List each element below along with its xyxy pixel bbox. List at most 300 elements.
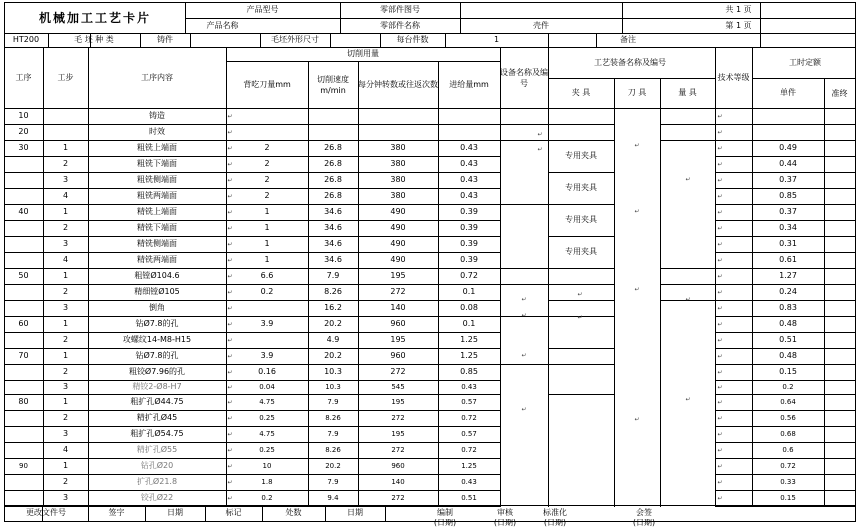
process-number [4, 156, 43, 172]
col-feed: 进给量mm [449, 80, 489, 89]
feed-rate: 0.72 [461, 445, 477, 454]
step-content: 粗铣下端面 [137, 159, 177, 168]
cell-mark: ↵ [227, 337, 233, 344]
step-number: 1 [62, 351, 69, 360]
cell-mark: ↵ [521, 296, 527, 303]
cell-mark: ↵ [717, 321, 723, 328]
step-content: 铸造 [149, 111, 165, 120]
cell-mark: ↵ [717, 257, 723, 264]
revolutions: 960 [390, 351, 406, 360]
rule-h [660, 108, 716, 109]
revolutions [358, 108, 438, 124]
cell-mark: ↵ [634, 286, 640, 293]
cell-mark: ↵ [577, 314, 583, 321]
depth-of-cut: 0.16 [258, 367, 276, 376]
blank-type-label: 毛 坯 种 类 [74, 35, 114, 44]
unit-time: 0.6 [782, 445, 794, 454]
revolutions: 490 [390, 239, 406, 248]
rule-h [500, 364, 549, 365]
revolutions: 195 [391, 397, 405, 406]
unit-time: 0.15 [779, 367, 797, 376]
part-name-value: 壳件 [533, 20, 549, 30]
cutting-speed: 34.6 [324, 223, 342, 232]
revolutions: 140 [390, 303, 406, 312]
cutting-speed: 8.26 [325, 445, 341, 454]
date-label: 日期 [167, 508, 183, 517]
step-content: 粗扩孔Ø44.75 [130, 397, 184, 406]
depth-of-cut [226, 300, 308, 316]
step-content: 精细镗Ø105 [134, 287, 180, 296]
rule-v [614, 108, 615, 507]
revolutions: 380 [390, 191, 406, 200]
process-number: 80 [18, 397, 29, 406]
process-number [4, 284, 43, 300]
process-number [4, 490, 43, 506]
cutting-speed: 34.6 [324, 239, 342, 248]
cell-mark: ↵ [577, 291, 583, 298]
unit-time: 1.27 [779, 271, 797, 280]
cutting-speed: 20.2 [325, 461, 341, 470]
step-number: 1 [62, 271, 69, 280]
rule-h [548, 348, 615, 349]
cutting-speed: 26.8 [324, 159, 342, 168]
cutting-speed: 34.6 [324, 255, 342, 264]
step-content: 精铣下端面 [137, 223, 177, 232]
unit-time: 0.37 [779, 207, 797, 216]
cutting-speed: 8.26 [325, 413, 341, 422]
process-number: 20 [18, 127, 29, 136]
revolutions: 545 [391, 382, 405, 391]
cell-mark: ↵ [227, 129, 233, 136]
step-number: 2 [62, 287, 69, 296]
unit-time [752, 108, 824, 124]
rule-h [500, 284, 549, 285]
step-content: 攻螺纹14-M8-H15 [122, 335, 192, 344]
cell-mark: ↵ [227, 289, 233, 296]
cell-mark: ↵ [717, 384, 723, 391]
step-number: 2 [62, 223, 69, 232]
depth-of-cut: 1.8 [261, 477, 273, 486]
feed-rate: 0.57 [461, 397, 477, 406]
per-unit-value: 1 [493, 35, 500, 44]
col-gauge: 量 具 [678, 88, 697, 97]
cutting-speed: 8.26 [324, 287, 342, 296]
rule-v [548, 33, 549, 48]
col-content: 工序内容 [141, 72, 173, 82]
unit-time: 0.37 [779, 175, 797, 184]
depth-of-cut: 2 [264, 175, 270, 184]
process-number [4, 300, 43, 316]
rule-h [500, 268, 549, 269]
cell-mark: ↵ [227, 479, 233, 486]
depth-of-cut: 0.25 [259, 413, 275, 422]
feed-rate: 1.25 [460, 335, 478, 344]
cutting-speed: 4.9 [326, 335, 340, 344]
process-number [4, 380, 43, 394]
standard-label: 标准化 [543, 508, 567, 517]
step-content: 扩孔Ø21.8 [136, 477, 178, 486]
depth-of-cut [226, 108, 308, 124]
col-speed: 切削速度 m/min [317, 74, 349, 95]
remarks-label: 备注 [620, 35, 636, 44]
cell-mark: ↵ [717, 209, 723, 216]
cell-mark: ↵ [717, 129, 723, 136]
cell-mark: ↵ [227, 384, 233, 391]
unit-time: 0.83 [779, 303, 797, 312]
cell-mark: ↵ [537, 131, 543, 138]
fixture-value: 专用夹具 [565, 183, 597, 192]
step-content: 粗镗Ø104.6 [134, 271, 180, 280]
cutting-speed: 26.8 [324, 175, 342, 184]
cell-mark: ↵ [717, 113, 723, 120]
unit-time [752, 124, 824, 140]
feed-rate: 0.72 [461, 413, 477, 422]
step-content: 粗铣两端面 [137, 191, 177, 200]
depth-of-cut: 2 [264, 143, 270, 152]
count-label: 处数 [285, 508, 302, 517]
depth-of-cut: 1 [264, 255, 270, 264]
cell-mark: ↵ [717, 161, 723, 168]
unit-time: 0.56 [780, 413, 796, 422]
unit-time: 0.49 [779, 143, 797, 152]
cell-mark: ↵ [685, 176, 691, 183]
step-content: 钻Ø7.8的孔 [135, 351, 179, 360]
cutting-speed [308, 124, 358, 140]
cell-mark: ↵ [227, 145, 233, 152]
cell-mark: ↵ [685, 296, 691, 303]
step-number: 4 [62, 191, 69, 200]
revolutions: 272 [391, 413, 405, 422]
step-number: 2 [62, 159, 69, 168]
rule-h [500, 204, 549, 205]
feed-rate: 0.39 [460, 207, 478, 216]
revolutions: 195 [390, 335, 406, 344]
rule-v [385, 505, 386, 522]
feed-rate: 0.43 [460, 175, 478, 184]
unit-time: 0.68 [780, 429, 796, 438]
col-grade: 技术等级 [717, 73, 750, 82]
date-label-2: 日期 [347, 508, 363, 517]
cell-mark: ↵ [537, 146, 543, 153]
cell-mark: ↵ [227, 463, 233, 470]
cell-mark: ↵ [521, 406, 527, 413]
cell-mark: ↵ [717, 447, 723, 454]
feed-rate: 0.1 [462, 287, 476, 296]
step-number: 3 [62, 239, 69, 248]
cell-mark: ↵ [685, 396, 691, 403]
process-number [4, 188, 43, 204]
revolutions: 272 [390, 367, 406, 376]
cutting-speed: 20.2 [324, 351, 342, 360]
rule-h [500, 140, 549, 141]
cutting-speed [308, 108, 358, 124]
feed-rate: 0.43 [460, 159, 478, 168]
step-content: 倒角 [149, 303, 165, 312]
feed-rate: 0.43 [461, 477, 477, 486]
total-pages-label: 共 1 页 [725, 5, 752, 14]
col-prep-time: 准终 [831, 88, 848, 98]
rule-h [548, 364, 615, 365]
step-number: 2 [62, 413, 69, 422]
unit-time: 0.72 [780, 461, 796, 470]
rule-h [548, 284, 615, 285]
cutting-speed: 9.4 [327, 493, 339, 502]
step-number: 2 [62, 477, 69, 486]
revolutions: 272 [391, 445, 405, 454]
review-date-label: (日期) [493, 519, 517, 527]
standard-date-label: (日期) [543, 519, 567, 527]
process-number [4, 252, 43, 268]
col-rev: 每分钟转数或往返次数 [358, 80, 438, 89]
rule-h [660, 124, 716, 125]
feed-rate: 0.51 [461, 493, 477, 502]
depth-of-cut: 3.9 [260, 319, 274, 328]
cutting-speed: 34.6 [324, 207, 342, 216]
cutting-speed: 10.3 [324, 367, 342, 376]
cell-mark: ↵ [717, 463, 723, 470]
feed-rate: 0.43 [460, 191, 478, 200]
cell-mark: ↵ [227, 177, 233, 184]
cell-mark: ↵ [717, 225, 723, 232]
cell-mark: ↵ [717, 193, 723, 200]
change-doc-label: 更改文件号 [26, 508, 66, 517]
col-step: 工步 [57, 72, 74, 82]
rule-h [660, 284, 716, 285]
feed-rate [438, 108, 500, 124]
rule-v [500, 108, 501, 507]
cell-mark: ↵ [717, 145, 723, 152]
card-title: 机械加工工艺卡片 [38, 10, 151, 25]
cell-mark: ↵ [717, 337, 723, 344]
revolutions: 140 [391, 477, 405, 486]
feed-rate: 0.85 [460, 367, 478, 376]
fixture-value: 专用夹具 [565, 215, 597, 224]
unit-time: 0.48 [779, 351, 797, 360]
unit-time: 0.61 [779, 255, 797, 264]
compile-date-label: (日期) [433, 519, 457, 527]
process-number [4, 364, 43, 380]
depth-of-cut: 1 [264, 239, 270, 248]
cell-mark: ↵ [227, 431, 233, 438]
cutting-speed: 7.9 [327, 397, 339, 406]
rule-v [824, 108, 825, 507]
step-number: 1 [62, 461, 69, 470]
cutting-speed: 26.8 [324, 143, 342, 152]
feed-rate: 0.43 [461, 382, 477, 391]
col-time-group: 工时定额 [789, 58, 821, 67]
process-number: 40 [18, 207, 29, 216]
depth-of-cut: 10 [262, 461, 272, 470]
step-number: 3 [62, 175, 69, 184]
product-model-label: 产品型号 [246, 5, 279, 14]
unit-time: 0.48 [779, 319, 797, 328]
unit-time: 0.85 [779, 191, 797, 200]
revolutions: 490 [390, 255, 406, 264]
feed-rate: 1.25 [461, 461, 477, 470]
process-number [4, 474, 43, 490]
step-number: 2 [62, 335, 69, 344]
cell-mark: ↵ [227, 321, 233, 328]
col-process: 工序 [15, 72, 32, 82]
process-number: 30 [18, 143, 29, 152]
rule-h [548, 124, 615, 125]
cutting-speed: 10.3 [325, 382, 341, 391]
feed-rate: 0.57 [461, 429, 477, 438]
rule-v [190, 33, 191, 48]
cell-mark: ↵ [227, 399, 233, 406]
depth-of-cut: 0.04 [259, 382, 275, 391]
product-name-label: 产品名称 [206, 20, 239, 30]
cell-mark: ↵ [521, 312, 527, 319]
col-unit-time: 单件 [780, 88, 796, 97]
col-tool: 刀 具 [627, 88, 647, 97]
rule-h [500, 124, 549, 125]
cutting-speed: 7.9 [327, 429, 339, 438]
unit-time: 0.51 [779, 335, 797, 344]
revolutions: 960 [390, 319, 406, 328]
process-number: 10 [18, 111, 29, 120]
process-number: 90 [19, 461, 28, 470]
step-content: 精扩孔Ø55 [136, 445, 178, 454]
step-content: 时效 [149, 127, 165, 136]
cell-mark: ↵ [227, 209, 233, 216]
unit-time: 0.44 [779, 159, 797, 168]
rule-h [715, 506, 856, 507]
rule-h [548, 268, 615, 269]
signature-label: 签字 [108, 508, 125, 517]
cutting-speed: 7.9 [326, 271, 340, 280]
cell-mark: ↵ [634, 416, 640, 423]
cell-mark: ↵ [227, 495, 233, 502]
cell-mark: ↵ [227, 305, 233, 312]
cell-mark: ↵ [227, 369, 233, 376]
step-number: 4 [62, 255, 69, 264]
process-number [4, 332, 43, 348]
per-unit-label: 每台件数 [396, 35, 429, 44]
rule-v [330, 33, 331, 48]
process-number: 70 [18, 351, 29, 360]
revolutions: 380 [390, 159, 406, 168]
depth-of-cut: 1 [264, 223, 270, 232]
feed-rate: 0.1 [462, 319, 476, 328]
cell-mark: ↵ [717, 353, 723, 360]
depth-of-cut: 0.2 [261, 493, 273, 502]
step-content: 精扩孔Ø45 [136, 413, 178, 422]
material-value: HT200 [12, 35, 40, 44]
unit-time: 0.64 [780, 397, 796, 406]
cell-mark: ↵ [717, 305, 723, 312]
revolutions: 380 [390, 175, 406, 184]
revolutions: 272 [390, 287, 406, 296]
feed-rate: 1.25 [460, 351, 478, 360]
cell-mark: ↵ [227, 161, 233, 168]
col-equipment: 设备名称及编号 [500, 67, 548, 88]
depth-of-cut: 4.75 [259, 397, 275, 406]
col-depth: 背吃刀量mm [243, 80, 291, 89]
review-label: 审核 [497, 508, 513, 517]
unit-time: 0.15 [780, 493, 796, 502]
cutting-speed: 26.8 [324, 191, 342, 200]
rule-v [760, 33, 761, 48]
revolutions: 195 [391, 429, 405, 438]
cell-mark: ↵ [227, 273, 233, 280]
blank-type-value: 铸件 [157, 35, 173, 44]
depth-of-cut: 0.2 [260, 287, 274, 296]
revolutions [358, 124, 438, 140]
cell-mark: ↵ [634, 142, 640, 149]
step-content: 精铰2-Ø8-H7 [132, 382, 182, 391]
step-number: 1 [62, 397, 69, 406]
feed-rate: 0.08 [460, 303, 478, 312]
step-number: 4 [62, 445, 69, 454]
cell-mark: ↵ [227, 193, 233, 200]
revolutions: 490 [390, 223, 406, 232]
process-number: 50 [18, 271, 29, 280]
cell-mark: ↵ [227, 225, 233, 232]
blank-size-label: 毛坯外形尺寸 [271, 35, 319, 44]
step-number: 3 [62, 382, 69, 391]
feed-rate: 0.72 [460, 271, 478, 280]
depth-of-cut: 2 [264, 159, 270, 168]
step-content: 粗铰Ø7.96的孔 [128, 367, 186, 376]
rule-h [548, 108, 615, 109]
feed-rate: 0.39 [460, 255, 478, 264]
cell-mark: ↵ [227, 241, 233, 248]
unit-time: 0.34 [779, 223, 797, 232]
process-number: 60 [18, 319, 29, 328]
revolutions: 195 [390, 271, 406, 280]
depth-of-cut: 2 [264, 191, 270, 200]
cell-mark: ↵ [717, 431, 723, 438]
mark-label: 标记 [225, 508, 242, 517]
fixture-value: 专用夹具 [565, 151, 597, 160]
step-number: 3 [62, 303, 69, 312]
depth-of-cut [226, 124, 308, 140]
cell-mark: ↵ [717, 399, 723, 406]
rule-v [660, 108, 661, 507]
depth-of-cut: 6.6 [260, 271, 274, 280]
depth-of-cut: 1 [264, 207, 270, 216]
depth-of-cut: 4.75 [259, 429, 275, 438]
revolutions: 960 [391, 461, 405, 470]
rule-h [500, 108, 549, 109]
step-content: 粗铣侧端面 [137, 175, 177, 184]
unit-time: 0.24 [779, 287, 797, 296]
step-content: 粗铣上端面 [137, 143, 177, 152]
depth-of-cut: 3.9 [260, 351, 274, 360]
unit-time: 0.2 [782, 382, 794, 391]
revolutions: 490 [390, 207, 406, 216]
col-fixture: 夹 具 [571, 88, 591, 97]
col-tooling-group: 工艺装备名称及编号 [594, 58, 666, 67]
depth-of-cut: 0.25 [259, 445, 275, 454]
process-number [4, 410, 43, 426]
cell-mark: ↵ [717, 415, 723, 422]
col-cutting-group: 切削用量 [347, 49, 379, 58]
revolutions: 272 [391, 493, 405, 502]
step-content: 铰孔Ø22 [140, 493, 174, 502]
countersign-date-label: (日期) [632, 519, 656, 527]
rule-v [855, 2, 856, 522]
rule-h [660, 140, 716, 141]
cell-mark: ↵ [717, 495, 723, 502]
cell-mark: ↵ [227, 257, 233, 264]
cell-mark: ↵ [227, 353, 233, 360]
feed-rate: 0.39 [460, 239, 478, 248]
countersign-label: 会签 [636, 508, 652, 517]
cell-mark: ↵ [717, 369, 723, 376]
step-number: 1 [62, 207, 69, 216]
